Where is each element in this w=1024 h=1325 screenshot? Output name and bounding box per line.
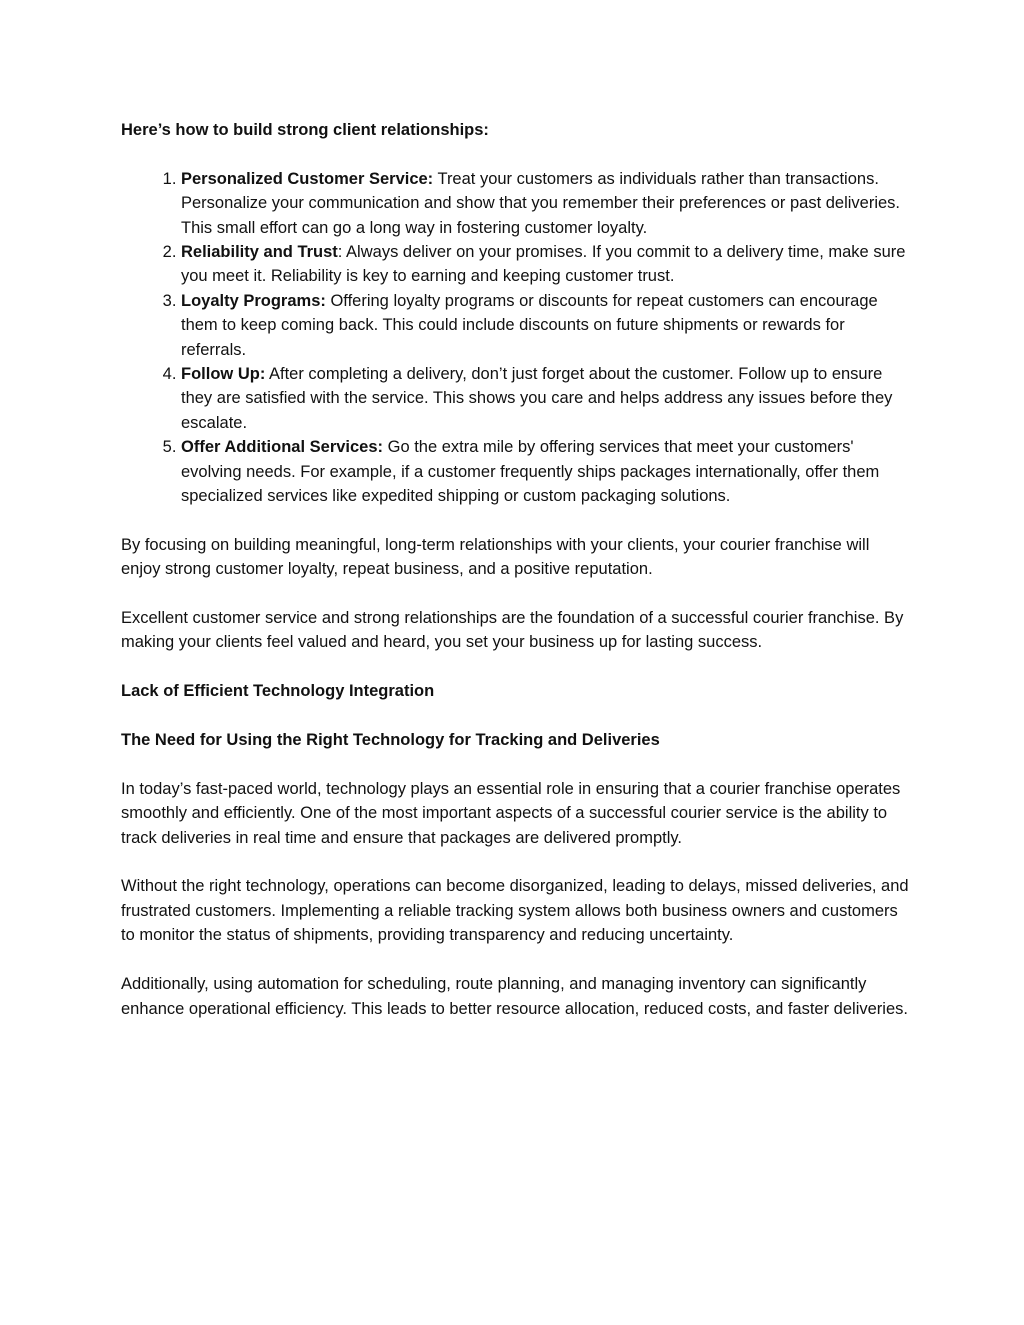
paragraph-today: In today’s fast-paced world, technology plays an essential role in ensuring that a courier franchise operates smoothly and efficiently. One of the most important aspects of a successful courier service is the ability to track deliveries in real time and ensure that packages are delivered promptly. (121, 779, 901, 847)
paragraph-without: Without the right technology, operations can become disorganized, leading to delays, missed deliveries, and frustrated customers. Implementing a reliable tracking system allows both business owners and customers to monitor the status of shipments, providing transparency and reducing uncertainty. (121, 877, 909, 945)
paragraph-focus: By focusing on building meaningful, long-term relationships with your clients, your courier franchise will enjoy strong customer loyalty, repeat business, and a positive reputation. (121, 535, 870, 579)
list-item-term: Personalized Customer Service: (181, 169, 434, 188)
list-item-term: Offer Additional Services: (181, 438, 384, 457)
list-item (181, 167, 911, 240)
section-heading: Lack of Efficient Technology Integration (121, 682, 435, 701)
list-item (181, 289, 911, 362)
paragraph-additionally: Additionally, using automation for scheduling, route planning, and managing inventory can significantly enhance operational efficiency. This leads to better resource allocation, reduced costs, and faster deliveries. (121, 975, 908, 1018)
list-item-text: Offering loyalty programs or discounts for repeat customers can encourage them to keep coming back. This could include discounts on future shipments or rewards for referrals. (181, 291, 878, 359)
list-item-text: After completing a delivery, don’t just forget about the customer. Follow up to ensure they are satisfied with the service. This shows you care and helps address any issues before they escalate. (181, 365, 893, 432)
list-item-term: Loyalty Programs: (181, 291, 326, 310)
subsection-heading: The Need for Using the Right Technology for Tracking and Deliveries (121, 731, 660, 750)
list-item (181, 240, 911, 289)
list-item-term: Reliability and Trust (181, 243, 338, 262)
document-page (121, 118, 911, 1021)
list-item-text: Treat your customers as individuals rather than transactions. Personalize your communication and show that you remember their preferences or past deliveries. This small effort can go a long way in fostering customer loyalty. (181, 169, 901, 237)
relationship-tips-list (121, 167, 911, 509)
intro-heading: Here’s how to build strong client relationships: (121, 121, 489, 139)
paragraph-excellent: Excellent customer service and strong relationships are the foundation of a successful courier franchise. By making your clients feel valued and heard, you set your business up for lasting success. (121, 609, 904, 652)
list-item (181, 362, 911, 435)
list-item (181, 435, 911, 508)
list-item-text: : Always deliver on your promises. If you commit to a delivery time, make sure you meet it. Reliability is key to earning and keeping customer trust. (181, 243, 906, 286)
list-item-term: Follow Up: (181, 365, 266, 384)
list-item-text: Go the extra mile by offering services that meet your customers' evolving needs. For example, if a customer frequently ships packages internationally, offer them specialized services like expedited shipping or custom packaging solutions. (181, 438, 880, 506)
